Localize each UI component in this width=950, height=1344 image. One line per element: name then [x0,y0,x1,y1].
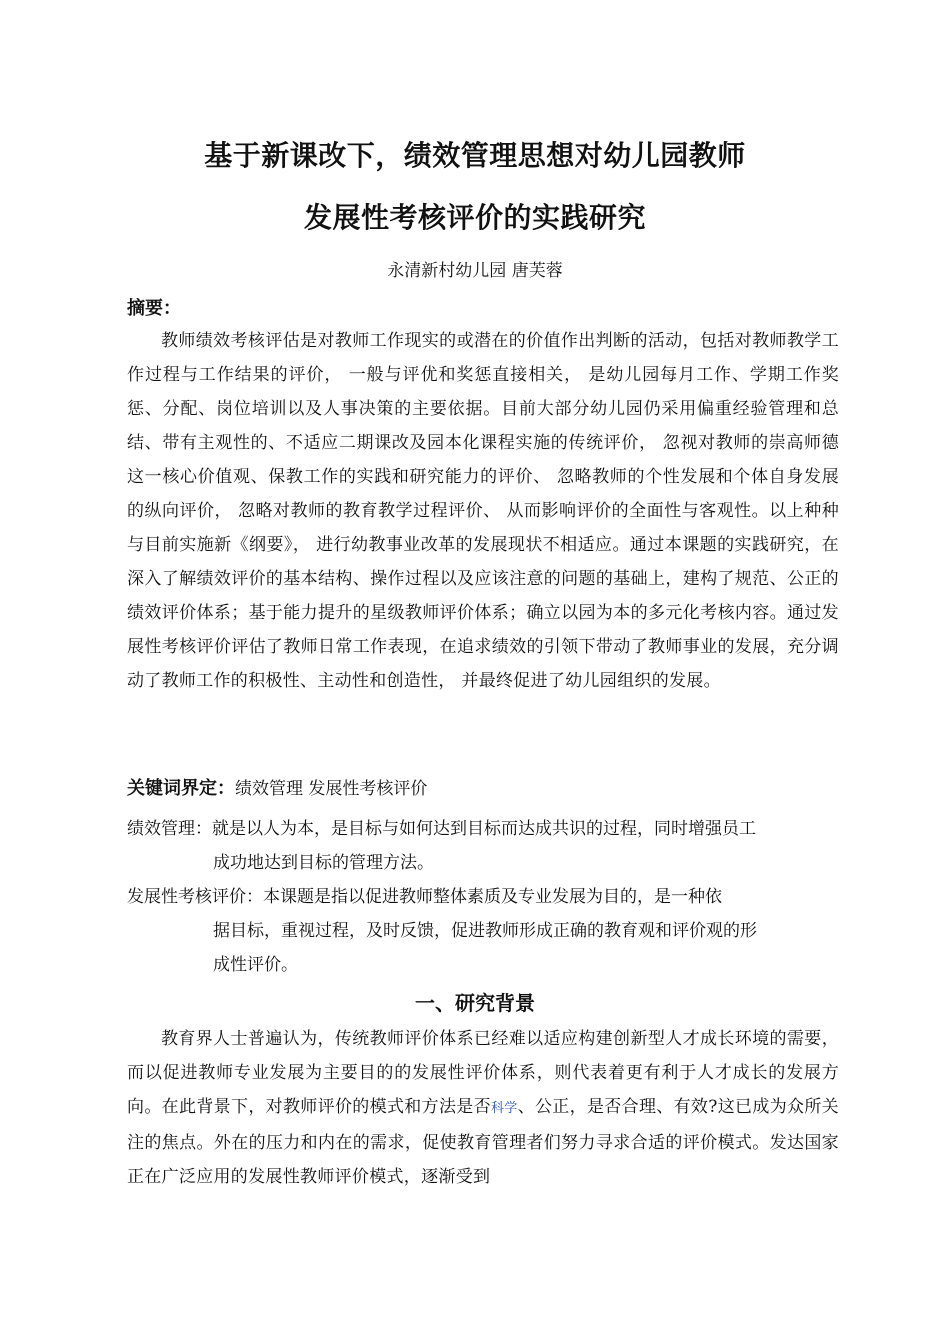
author-line: 永清新村幼儿园 唐芙蓉 [387,261,563,281]
section-heading-research-background: 一、研究背景 [415,991,535,1015]
definition-term: 绩效管理： [127,819,212,839]
abstract-paragraph: 教师绩效考核评估是对教师工作现实的或潜在的价值作出判断的活动，包括对教师教学工作过程与工作结果的评价， 一般与评优和奖惩直接相关， 是幼儿园每月工作、学期工作奖惩、分配、岗位培训以及人事决策的主要依据。目前大部分幼儿园仍采用偏重经验管理和总结、带有主观性的、不适应二期课改及园本化课程实施的传统评价， 忽视对教师的崇高师德这一核心价值观、保教工作的实践和研究能力的评价、 忽略教师的个性发展和个体自身发展的纵向评价， 忽略对教师的教育教学过程评价、 从而影响评价的全面性与客观性。以上种种与目前实施新《纲要》， 进行幼教事业改革的发展现状不相适应。通过本课题的实践研究，在深入了解绩效评价的基本结构、操作过程以及应该注意的问题的基础上，建构了规范、公正的绩效评价体系；基于能力提升的星级教师评价体系；确立以园为本的多元化考核内容。通过发展性考核评价评估了教师日常工作表现，在追求绩效的引领下带动了教师事业的发展，充分调动了教师工作的积极性、主动性和创造性， 并最终促进了幼儿园组织的发展。 [127,331,839,691]
document-title-line2: 发展性考核评价的实践研究 [303,201,646,234]
definition-continuation: 成功地达到目标的管理方法。 [213,853,434,873]
science-link[interactable]: 科学 [490,1101,518,1116]
document-title-line1: 基于新课改下，绩效管理思想对幼儿园教师 [204,139,746,172]
definition-performance-management [127,812,839,880]
definition-first-line [127,880,839,914]
definition-text: 就是以人为本，是目标与如何达到目标而达成共识的过程，同时增强员工 [212,819,756,839]
keywords-line [127,774,839,804]
section-paragraph [127,1022,839,1194]
section-text-after-link: 、公正，是否合理、有效?这已成为众所关注的焦点。外在的压力和内在的需求，促使教育管理者们努力寻求合适的评价模式。发达国家正在广泛应用的发展性教师评价模式，逐渐受到 [127,1097,839,1187]
keywords-heading: 关键词界定： [127,778,235,799]
definition-first-line [127,812,839,846]
definition-continuation: 成性评价。 [213,955,298,975]
abstract-heading: 摘要： [127,298,181,319]
definition-continuation: 据目标，重视过程，及时反馈，促进教师形成正确的教育观和评价观的形 [213,921,757,941]
definition-developmental-evaluation [127,880,839,982]
section-text-before-link: 教育界人士普遍认为，传统教师评价体系已经难以适应构建创新型人才成长环境的需要，而以促进教师专业发展为主要目的的发展性评价体系，则代表着更有利于人才成长的发展方向。在此背景下，对教师评价的模式和方法是否 [127,1029,839,1117]
definition-text: 本课题是指以促进教师整体素质及专业发展为目的，是一种依 [263,887,722,907]
definition-term: 发展性考核评价： [127,887,263,907]
keywords-text: 绩效管理 发展性考核评价 [235,779,428,799]
